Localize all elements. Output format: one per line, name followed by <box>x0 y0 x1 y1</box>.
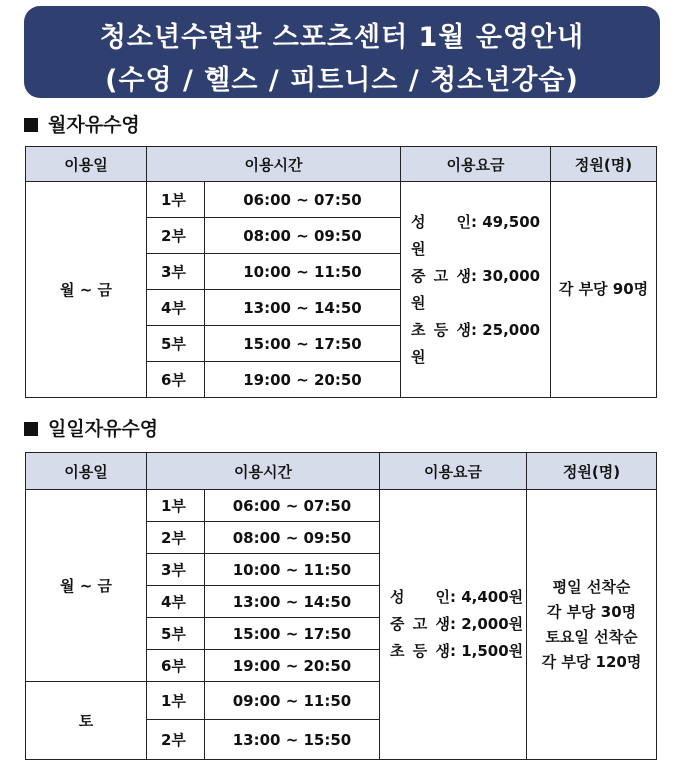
time-cell: 08:00 ~ 09:50 <box>205 218 401 254</box>
capacity-line: 평일 선착순 <box>552 577 631 596</box>
fee-cell <box>401 182 551 398</box>
time-cell: 13:00 ~ 14:50 <box>205 290 401 326</box>
time-cell: 19:00 ~ 20:50 <box>205 362 401 398</box>
part-cell: 1부 <box>147 490 205 522</box>
time-cell: 13:00 ~ 14:50 <box>205 586 380 618</box>
capacity-line: 토요일 선착순 <box>545 627 638 646</box>
fee-line: 중 고 생: 2,000원 <box>390 615 524 633</box>
part-cell: 5부 <box>147 618 205 650</box>
section-heading-monthly <box>24 110 140 137</box>
header-day: 이용일 <box>26 453 147 490</box>
time-cell: 19:00 ~ 20:50 <box>205 650 380 682</box>
part-cell: 3부 <box>147 554 205 586</box>
fee-line: 성 인: 49,500원 <box>411 212 541 258</box>
banner-title: 청소년수련관 스포츠센터 1월 운영안내 <box>99 22 585 53</box>
part-cell: 2부 <box>147 522 205 554</box>
section-title: 월자유수영 <box>48 114 140 136</box>
part-cell: 2부 <box>147 218 205 254</box>
time-cell: 13:00 ~ 15:50 <box>205 720 380 760</box>
time-cell: 10:00 ~ 11:50 <box>205 254 401 290</box>
header-fee: 이용요금 <box>401 147 551 182</box>
table-header-row <box>26 147 657 182</box>
part-cell: 5부 <box>147 326 205 362</box>
time-cell: 10:00 ~ 11:50 <box>205 554 380 586</box>
capacity-cell: 각 부당 90명 <box>551 182 657 398</box>
time-cell: 09:00 ~ 11:50 <box>205 682 380 720</box>
fee-line: 성 인: 4,400원 <box>390 588 524 606</box>
header-day: 이용일 <box>26 147 147 182</box>
title-banner <box>24 6 660 98</box>
part-cell: 1부 <box>147 682 205 720</box>
fee-line: 중 고 생: 30,000원 <box>411 266 541 312</box>
time-cell: 08:00 ~ 09:50 <box>205 522 380 554</box>
part-cell: 4부 <box>147 586 205 618</box>
square-bullet-icon <box>24 422 38 436</box>
part-cell: 3부 <box>147 254 205 290</box>
day-cell: 월 ~ 금 <box>26 182 147 398</box>
part-cell: 4부 <box>147 290 205 326</box>
part-cell: 6부 <box>147 362 205 398</box>
table-row <box>26 490 657 522</box>
daily-table <box>25 452 657 760</box>
fee-cell <box>380 490 527 760</box>
part-cell: 2부 <box>147 720 205 760</box>
banner-subtitle: (수영 / 헬스 / 피트니스 / 청소년강습) <box>105 65 579 96</box>
header-fee: 이용요금 <box>380 453 527 490</box>
section-title: 일일자유수영 <box>48 418 159 440</box>
part-cell: 6부 <box>147 650 205 682</box>
section-heading-daily <box>24 414 158 441</box>
square-bullet-icon <box>24 118 38 132</box>
header-capacity: 정원(명) <box>527 453 657 490</box>
monthly-table <box>25 146 657 398</box>
capacity-line: 각 부당 120명 <box>541 652 642 671</box>
capacity-line: 각 부당 30명 <box>546 602 637 621</box>
header-time: 이용시간 <box>147 453 380 490</box>
time-cell: 06:00 ~ 07:50 <box>205 182 401 218</box>
time-cell: 15:00 ~ 17:50 <box>205 618 380 650</box>
header-time: 이용시간 <box>147 147 401 182</box>
day-cell: 월 ~ 금 <box>26 490 147 682</box>
table-row <box>26 182 657 218</box>
table-header-row <box>26 453 657 490</box>
header-capacity: 정원(명) <box>551 147 657 182</box>
fee-line: 초 등 생: 25,000원 <box>411 320 541 366</box>
part-cell: 1부 <box>147 182 205 218</box>
capacity-cell <box>527 490 657 760</box>
day-cell: 토 <box>26 682 147 760</box>
time-cell: 06:00 ~ 07:50 <box>205 490 380 522</box>
fee-line: 초 등 생: 1,500원 <box>390 642 524 660</box>
time-cell: 15:00 ~ 17:50 <box>205 326 401 362</box>
